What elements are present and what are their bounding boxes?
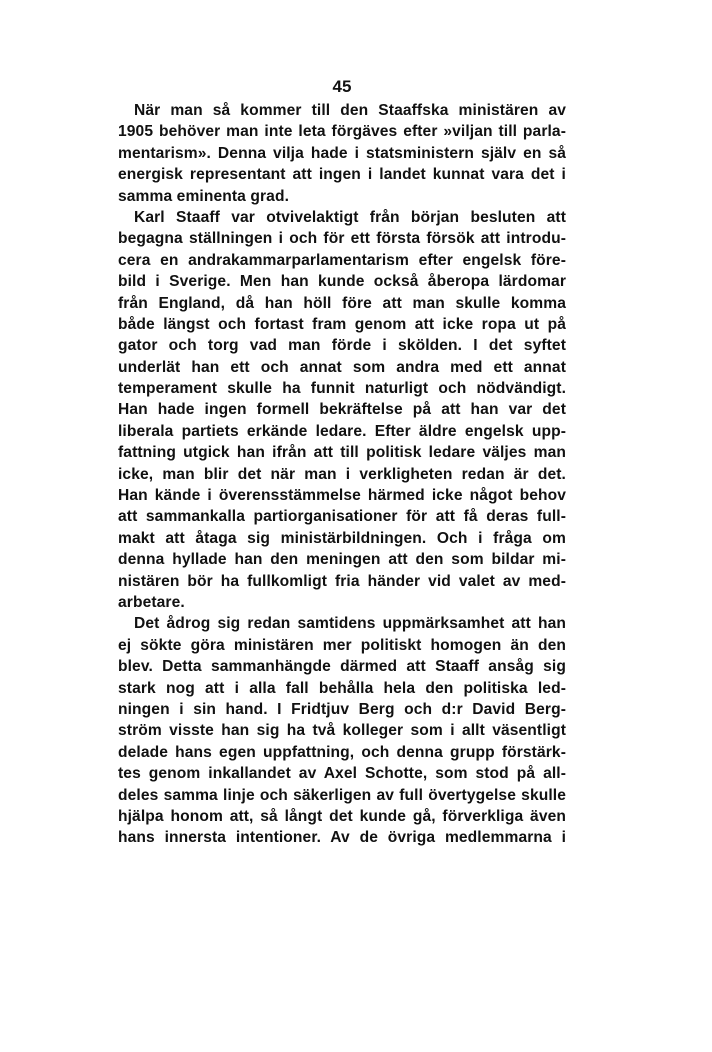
text-line: samma eminenta grad. [118, 187, 289, 205]
text-line: 1905 behöver man inte leta förgäves efter »viljan till parla- [118, 123, 566, 141]
text-line: gator och torg vad man förde i skölden. I det syftet [118, 337, 566, 355]
text-line: underlät han ett och annat som andra med ett annat [118, 358, 566, 376]
text-line: begagna ställningen i och för ett första försök att introdu- [118, 230, 566, 248]
text-line: hjälpa honom att, så långt det kunde gå, förverkliga även [118, 807, 566, 825]
text-line: fattning utgick han ifrån att till politisk ledare väljes man [118, 444, 566, 462]
text-line: tes genom inkallandet av Axel Schotte, som stod på all- [118, 765, 566, 783]
text-line: att sammankalla partiorganisationer för att få deras full- [118, 508, 566, 526]
text-line: Det ådrog sig redan samtidens uppmärksamhet att han [134, 615, 566, 633]
text-line: hans innersta intentioner. Av de övriga medlemmarna i [118, 829, 566, 847]
text-line: ej sökte göra ministären mer politiskt homogen än den [118, 636, 566, 654]
text-line: Karl Staaff var otvivelaktigt från början besluten att [134, 208, 566, 226]
text-line: icke, man blir det när man i verkligheten redan är det. [118, 465, 566, 483]
text-line: delade hans egen uppfattning, och denna grupp förstärk- [118, 743, 566, 761]
book-page [118, 76, 566, 849]
text-line: temperament skulle ha funnit naturligt och nödvändigt. [118, 380, 566, 398]
text-body [118, 100, 566, 849]
text-line: liberala partiets erkände ledare. Efter äldre engelsk upp- [118, 422, 566, 440]
text-line: denna hyllade han den meningen att den som bildar mi- [118, 551, 566, 569]
text-line: bild i Sverige. Men han kunde också åberopa lärdomar [118, 273, 566, 291]
text-line: både längst och fortast fram genom att icke ropa ut på [118, 315, 566, 333]
text-line: stark nog att i alla fall behålla hela den politiska led- [118, 679, 566, 697]
text-line: ström visste han sig ha två kolleger som i allt väsentligt [118, 722, 566, 740]
text-line: deles samma linje och säkerligen av full övertygelse skulle [118, 786, 566, 804]
text-line: cera en andrakammarparlamentarism efter engelsk före- [118, 251, 566, 269]
text-line: blev. Detta sammanhängde därmed att Staaff ansåg sig [118, 658, 566, 676]
text-line: makt att åtaga sig ministärbildningen. Och i fråga om [118, 529, 566, 547]
text-line: När man så kommer till den Staaffska ministären av [134, 102, 566, 119]
text-line: nistären bör ha fullkomligt fria händer vid valet av med- [118, 572, 566, 590]
text-line: energisk representant att ingen i landet kunnat vara det i [118, 166, 566, 184]
text-line: från England, då han höll före att man skulle komma [118, 294, 566, 312]
text-line: ningen i sin hand. I Fridtjuv Berg och d:r David Berg- [118, 700, 566, 718]
text-line: Han hade ingen formell bekräftelse på att han var det [118, 401, 566, 419]
text-line: arbetare. [118, 593, 185, 611]
text-line: Han kände i överensstämmelse härmed icke något behov [118, 487, 566, 505]
page-number: 45 [332, 77, 352, 96]
text-line: mentarism». Denna vilja hade i statsministern själv en så [118, 144, 566, 162]
